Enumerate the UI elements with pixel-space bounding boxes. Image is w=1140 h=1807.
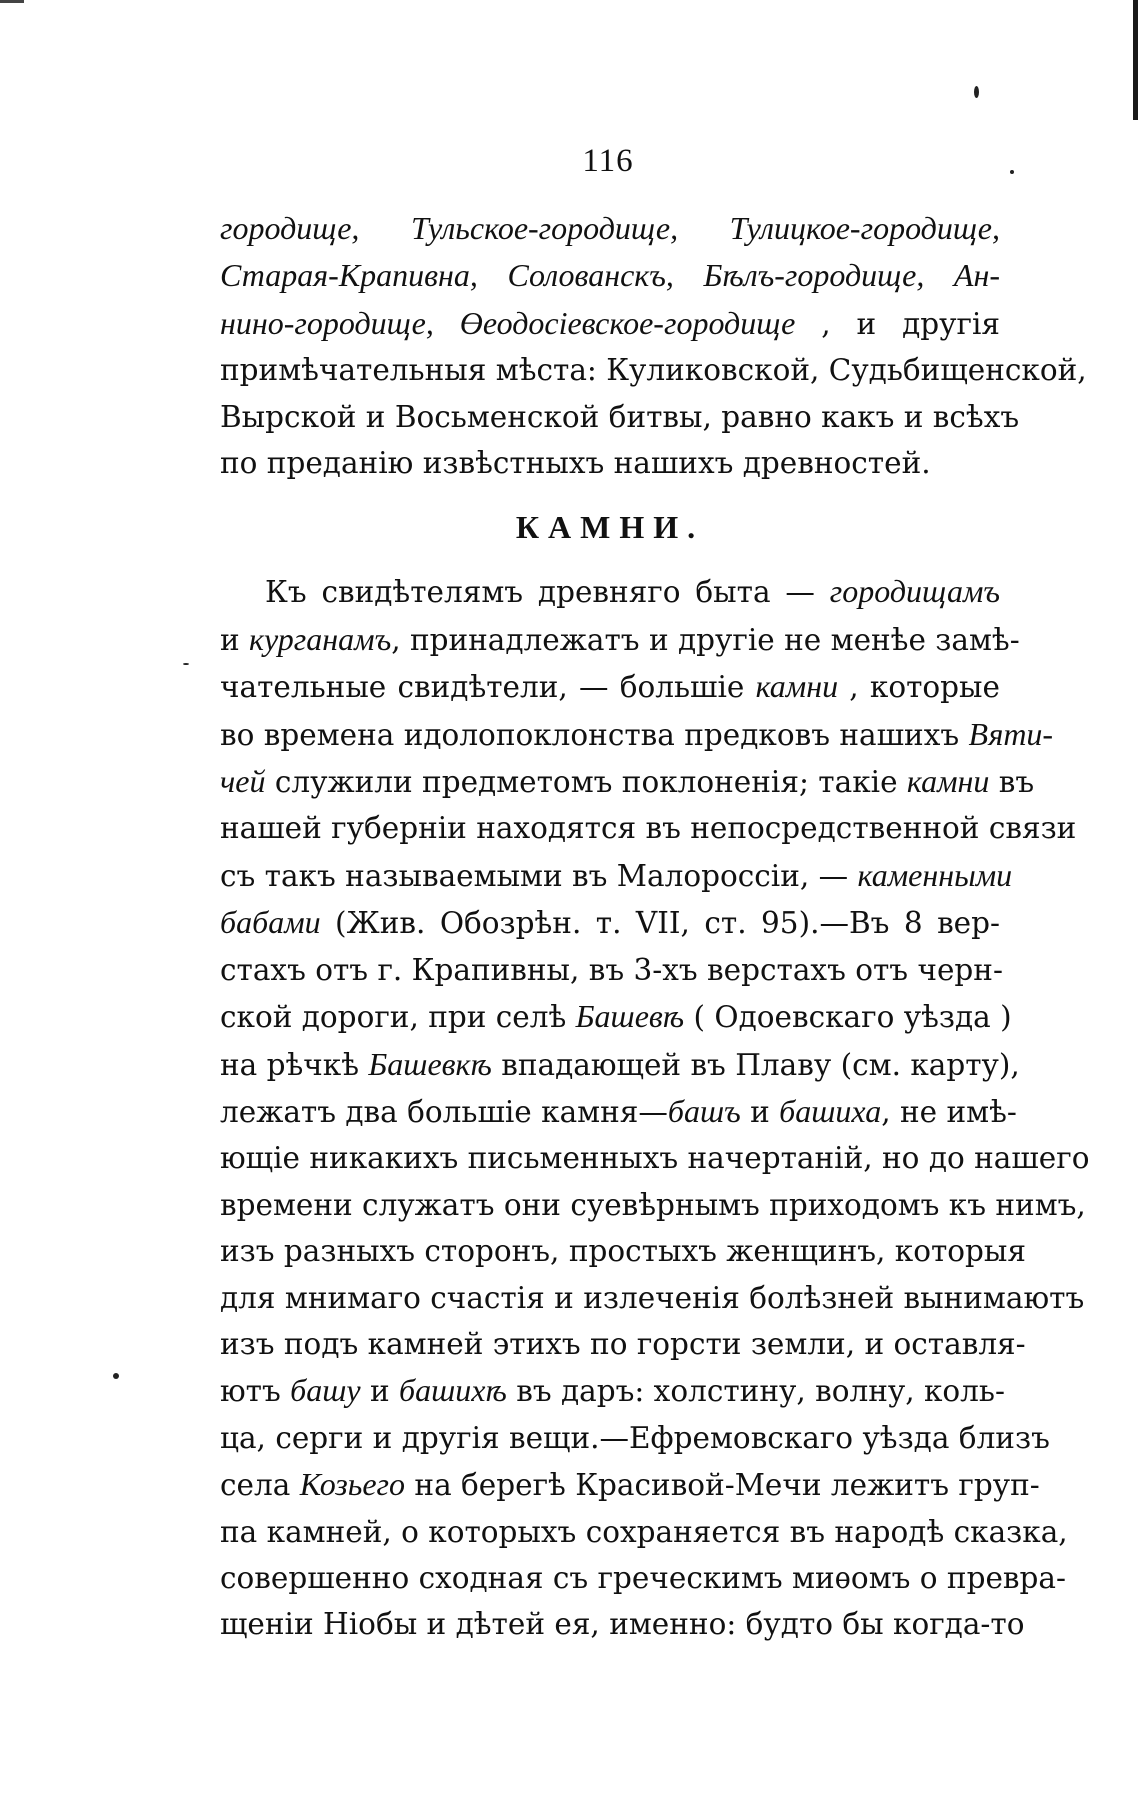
text-line (220, 805, 1077, 851)
scan-speck (974, 86, 979, 98)
text-run: ( Одоевскаго уѣзда ) (684, 1000, 1012, 1035)
text-run: на рѣчкѣ (220, 1047, 369, 1082)
text-line (220, 852, 1013, 899)
text-run: Къ свидѣтелямъ древняго быта — (265, 575, 830, 610)
paragraph-stones (220, 568, 1090, 1647)
italic-text: башу (290, 1372, 361, 1409)
text-run: примѣчательныя мѣста: Куликовской, Судьбищенской, (220, 353, 1087, 388)
text-run (924, 259, 954, 293)
italic-text: нино-городище, (220, 304, 434, 341)
text-run: на берегѣ Красивой-Мечи лежитъ груп- (405, 1468, 1040, 1503)
italic-text: каменными (857, 856, 1013, 893)
text-run: въ (989, 765, 1035, 800)
italic-text: башихѣ (399, 1372, 507, 1409)
text-line (220, 947, 1003, 993)
italic-text: чей (220, 763, 266, 800)
text-run: , и другія (795, 306, 1000, 341)
text-line (220, 993, 1012, 1040)
text-line (220, 1275, 1085, 1321)
italic-text: камни (755, 668, 839, 705)
text-line (220, 663, 1000, 710)
text-line (220, 205, 1000, 252)
italic-text: Бѣлъ-городище, (703, 257, 925, 294)
text-run: Вырской и Восьменской битвы, равно какъ и всѣхъ (220, 399, 1020, 434)
italic-text: Козьего (299, 1466, 406, 1503)
text-run: ющіе никакихъ письменныхъ начертаній, но до нашего (220, 1141, 1090, 1176)
text-run: щеніи Ніобы и дѣтей ея, именно: будто бы когда-то (220, 1607, 1025, 1642)
text-line (220, 1461, 1040, 1508)
text-run: , которые (838, 670, 1000, 705)
text-run: впадающей въ Плаву (см. карту), (491, 1047, 1020, 1082)
text-line (220, 711, 1054, 758)
page-text (220, 205, 1090, 1648)
text-line (220, 394, 1020, 440)
text-line (220, 758, 1035, 805)
text-run: служили предметомъ поклоненія; такіе (265, 765, 907, 800)
text-run: села (220, 1468, 300, 1503)
text-line (220, 300, 1000, 347)
italic-text: бабами (220, 904, 321, 941)
text-run: времени служатъ они суевѣрнымъ приходомъ къ нимъ, (220, 1187, 1086, 1222)
paragraph-continuation (220, 205, 1087, 486)
italic-text: Вяти- (968, 715, 1054, 752)
text-run: чательные свидѣтели, — большіе (220, 670, 756, 705)
italic-text: Ан- (953, 257, 1000, 294)
text-run: изъ подъ камней этихъ по горсти земли, и оставля- (220, 1326, 1026, 1361)
text-run (674, 259, 704, 293)
text-line (220, 1135, 1090, 1181)
text-line (220, 899, 1000, 946)
scan-edge-top (0, 0, 24, 3)
italic-text: башъ (667, 1092, 741, 1129)
text-run: и (740, 1094, 780, 1129)
text-run: съ такъ называемыми въ Малороссіи, — (220, 858, 858, 893)
text-line (220, 616, 1020, 663)
text-run: па камней, о которыхъ сохраняется въ народѣ сказка, (220, 1514, 1068, 1549)
italic-text: курганамъ (249, 620, 392, 657)
text-run (678, 212, 730, 246)
text-line (220, 1555, 1066, 1601)
text-line (220, 1601, 1025, 1647)
text-run: ютъ (220, 1374, 291, 1409)
text-run (434, 307, 460, 341)
italic-text: Тульское-городище, (410, 210, 679, 246)
text-run (359, 212, 411, 246)
scan-edge-right (1133, 0, 1138, 120)
text-line (220, 1228, 1027, 1274)
italic-text: камни (906, 763, 990, 800)
text-run: , принадлежатъ и другіе не менѣе замѣ- (391, 622, 1020, 657)
italic-text: Башевкѣ (368, 1045, 492, 1082)
text-line (220, 1367, 1005, 1414)
text-line (220, 252, 1000, 299)
text-run (478, 259, 508, 293)
text-line (220, 1509, 1068, 1555)
text-line (220, 440, 1000, 486)
text-line (220, 1182, 1086, 1228)
italic-text: Солованскъ, (507, 257, 674, 294)
text-line (220, 1321, 1026, 1367)
text-run: лежатъ два большіе камня— (220, 1094, 668, 1129)
section-heading: КАМНИ. (515, 509, 705, 546)
text-run: въ даръ: холстину, волну, коль- (506, 1374, 1005, 1409)
text-run: по преданію извѣстныхъ нашихъ древностей. (220, 446, 931, 481)
scan-speck (113, 1373, 119, 1379)
text-line (220, 347, 1087, 393)
italic-text: Өеодосіевское-городище (459, 304, 796, 341)
text-run: стахъ отъ г. Крапивны, въ 3-хъ верстахъ отъ черн- (220, 952, 1003, 987)
italic-text: Башевѣ (575, 998, 685, 1035)
text-run: совершенно сходная съ греческимъ миѳомъ о превра- (220, 1560, 1066, 1595)
text-run: , не имѣ- (881, 1094, 1017, 1129)
page-number: 116 (582, 143, 634, 179)
text-run: во времена идолопоклонства предковъ нашихъ (220, 717, 969, 752)
scan-speck (183, 663, 189, 665)
text-run: нашей губерніи находятся въ непосредственной связи (220, 811, 1077, 846)
italic-text: городище, (220, 210, 360, 246)
text-run: изъ разныхъ сторонъ, простыхъ женщинъ, которыя (220, 1234, 1027, 1269)
text-run: и (220, 622, 250, 657)
text-run: ца, серги и другія вещи.—Ефремовскаго уѣзда близъ (220, 1420, 1050, 1455)
text-line (220, 1415, 1050, 1461)
italic-text: Старая-Крапивна, (220, 257, 478, 294)
text-line (220, 1088, 1017, 1135)
text-run: ской дороги, при селѣ (220, 1000, 576, 1035)
italic-text: башиха (779, 1092, 882, 1129)
text-run: (Жив. Обозрѣн. т. VII, ст. 95).—Въ 8 вер- (320, 906, 1000, 941)
italic-text: городищамъ (829, 573, 1000, 610)
text-line (220, 568, 1000, 615)
text-run: для мнимаго счастія и излеченія болѣзней вынимаютъ (220, 1280, 1085, 1315)
italic-text: Тулицкое-городище, (729, 210, 1000, 246)
text-run: и (360, 1374, 400, 1409)
text-line (220, 1041, 1020, 1088)
